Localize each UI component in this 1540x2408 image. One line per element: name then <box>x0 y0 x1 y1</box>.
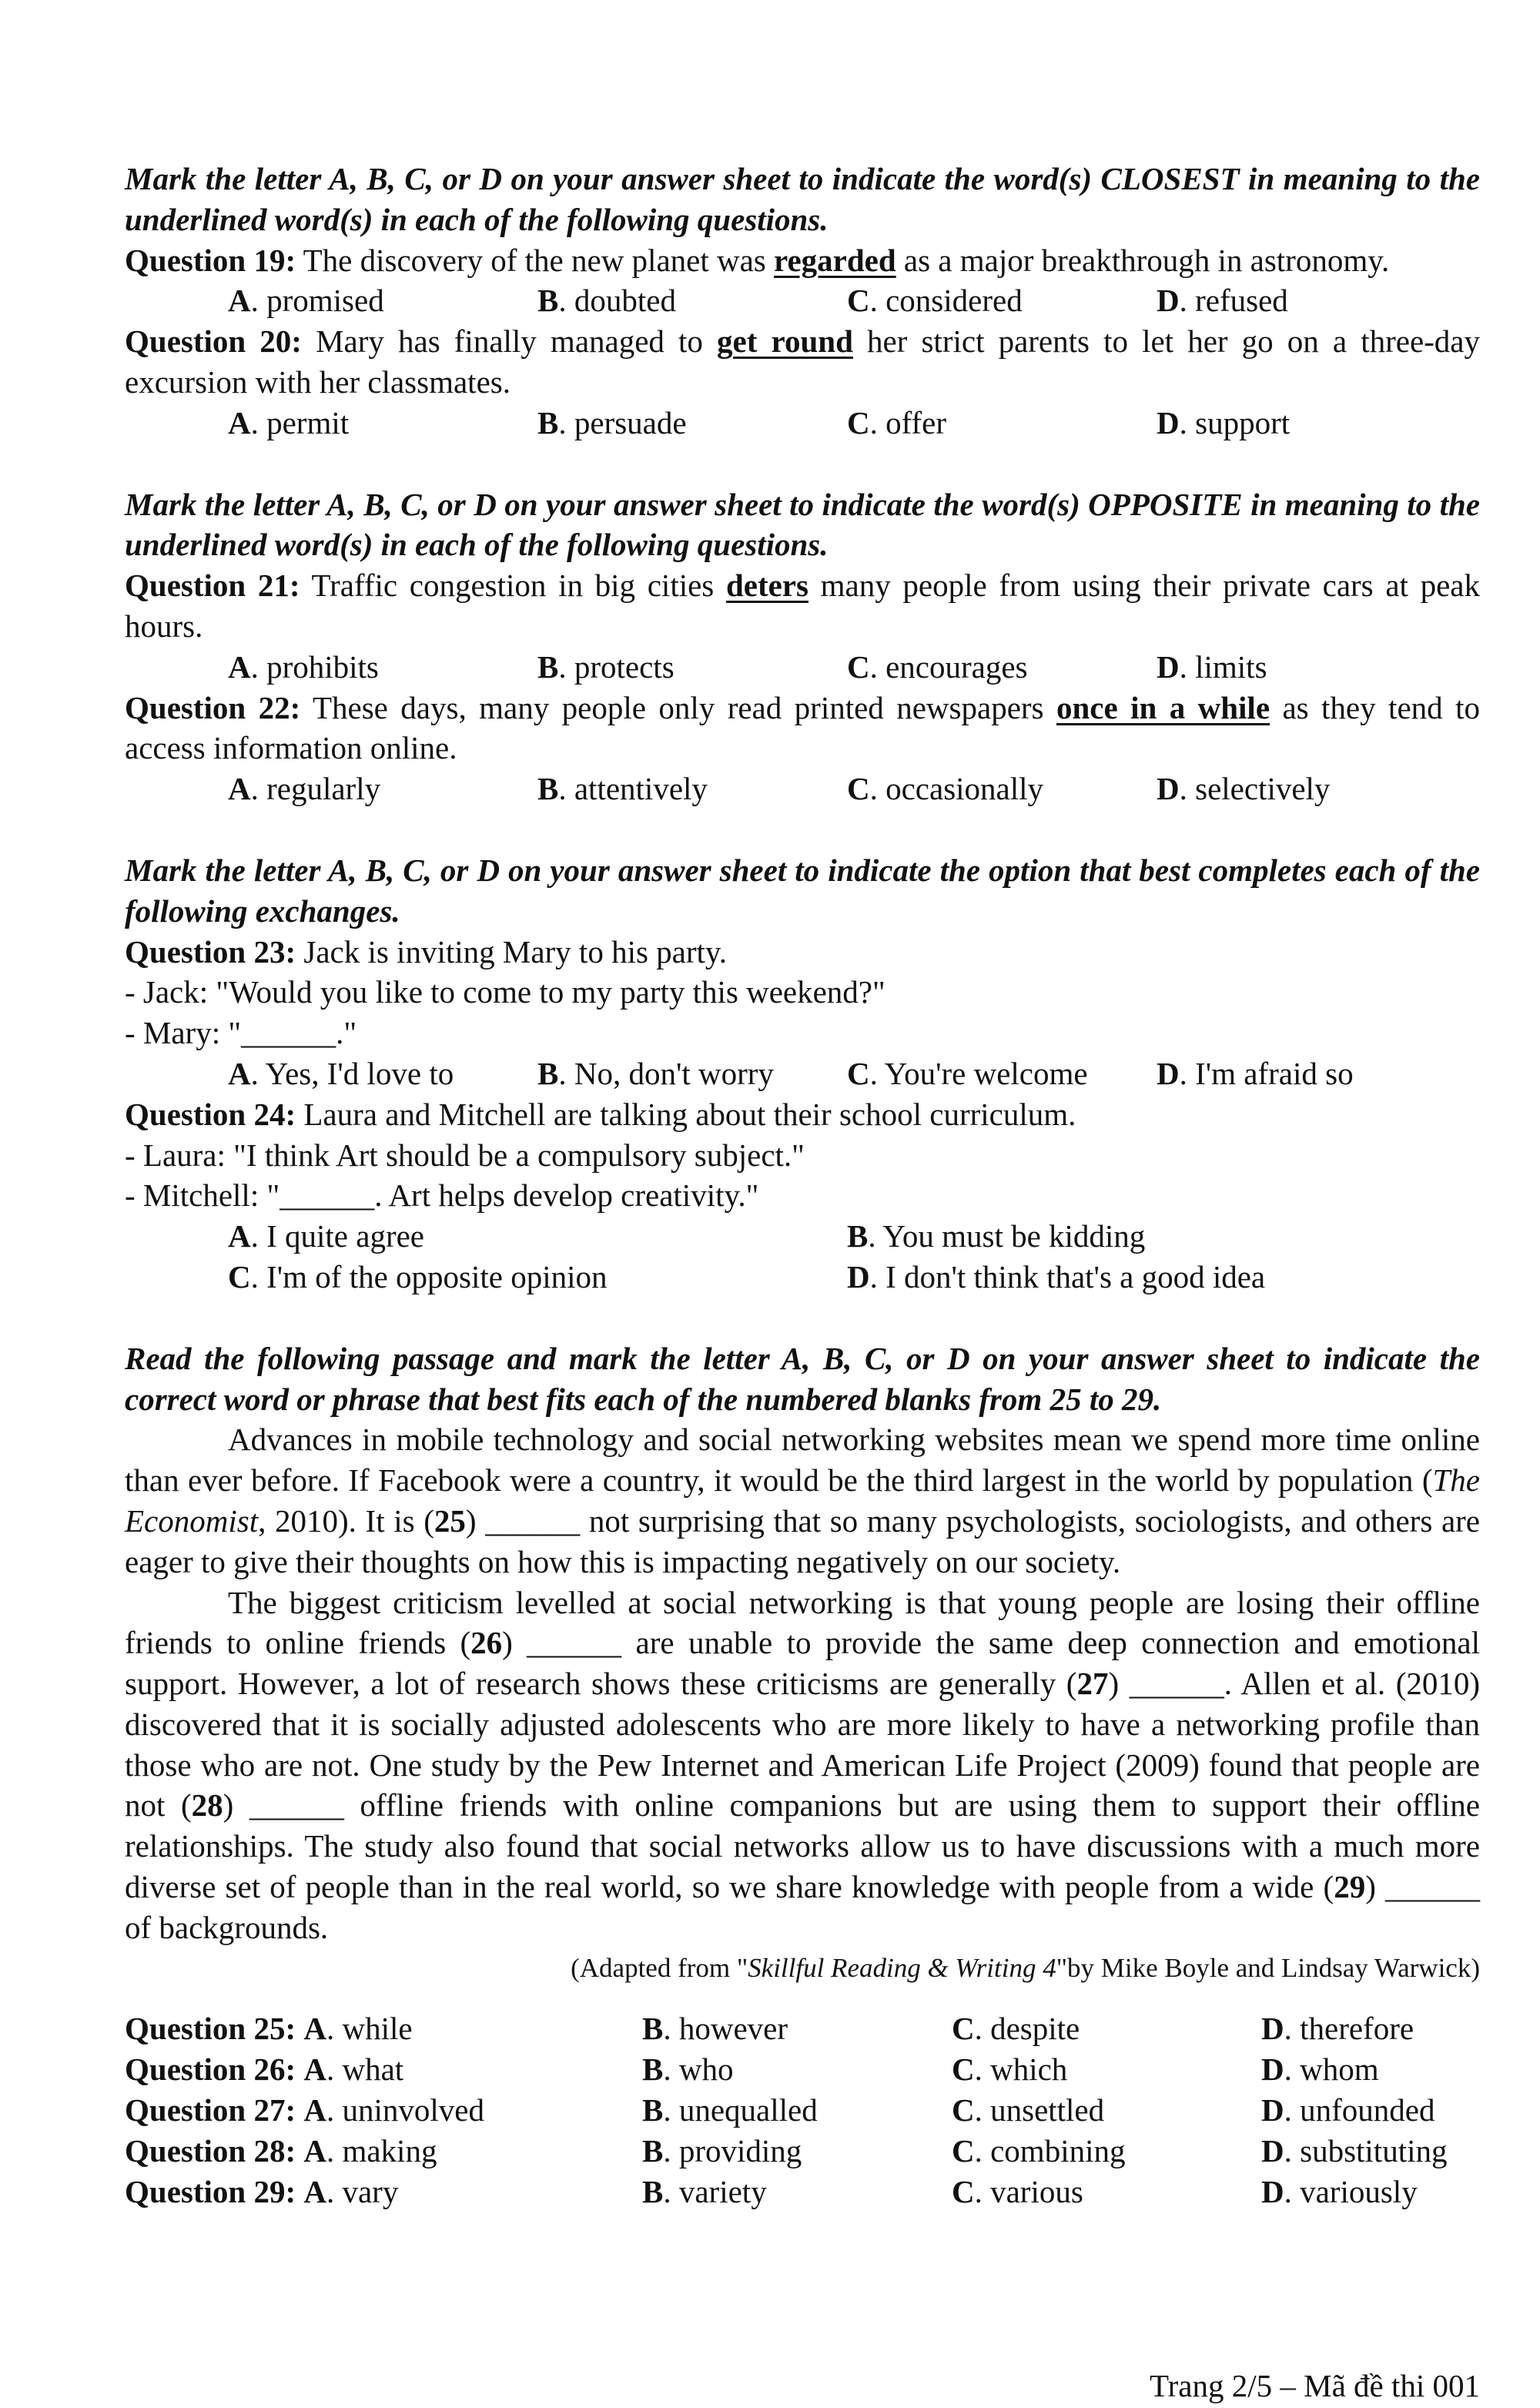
q19-options <box>125 280 1480 321</box>
q24-option-b[interactable]: B. You must be kidding <box>847 1218 1146 1254</box>
question-24 <box>125 1094 1480 1135</box>
q23-option-d[interactable]: D. I'm afraid so <box>1157 1055 1354 1091</box>
q26-option-d[interactable]: D. whom <box>1261 2051 1379 2088</box>
q19-option-c[interactable]: C. considered <box>847 283 1023 319</box>
q27-option-c[interactable]: C. unsettled <box>952 2092 1105 2128</box>
q25-option-c[interactable]: C. despite <box>952 2011 1080 2047</box>
q24-option-c[interactable]: C. I'm of the opposite opinion <box>228 1258 608 1294</box>
answer-row-28: Question 28: A. making B. providing C. combining D. substituting <box>125 2131 1480 2172</box>
q24-option-d[interactable]: D. I don't think that's a good idea <box>847 1258 1266 1294</box>
blank-26: 26 <box>470 1625 503 1661</box>
q23-option-c[interactable]: C. You're welcome <box>847 1055 1088 1091</box>
q22-option-b[interactable]: B. attentively <box>537 771 708 807</box>
q19-option-b[interactable]: B. doubted <box>537 283 676 319</box>
q25-option-b[interactable]: B. however <box>642 2011 788 2047</box>
q29-option-c[interactable]: C. various <box>952 2173 1083 2209</box>
q29-option-a[interactable]: A. vary <box>303 2173 399 2209</box>
blank-25: 25 <box>434 1502 466 1539</box>
q22-text-before: These days, many people only read printed newspapers <box>300 689 1056 725</box>
q27-option-a[interactable]: A. uninvolved <box>303 2092 484 2128</box>
q19-text-before: The discovery of the new planet was <box>296 242 774 278</box>
blank-28: 28 <box>191 1787 223 1824</box>
q22-options <box>125 769 1480 809</box>
section3-instruction: Mark the letter A, B, C, or D on your answer sheet to indicate the option that best completes each of the following exchanges. <box>125 852 1480 929</box>
q24-options-row2 <box>125 1257 1480 1298</box>
q29-option-b[interactable]: B. variety <box>642 2173 767 2209</box>
q21-option-c[interactable]: C. encourages <box>847 648 1028 685</box>
q21-option-d[interactable]: D. limits <box>1157 648 1267 685</box>
q21-option-a[interactable]: A. prohibits <box>228 648 379 685</box>
q24-text: Laura and Mitchell are talking about their school curriculum. <box>296 1096 1076 1132</box>
q21-text-before: Traffic congestion in big cities <box>300 568 726 604</box>
q27-option-d[interactable]: D. unfounded <box>1261 2092 1435 2128</box>
q20-text-after: her strict parents to let her go on a three-day excursion with her classmates. <box>125 323 1480 400</box>
q29-option-d[interactable]: D. variously <box>1261 2173 1418 2209</box>
q24-dialogue-line2: - Mitchell: "______. Art helps develop creativity." <box>125 1177 759 1214</box>
blank-29: 29 <box>1334 1869 1366 1905</box>
q25-option-d[interactable]: D. therefore <box>1261 2011 1414 2047</box>
q22-option-d[interactable]: D. selectively <box>1157 771 1331 807</box>
q21-option-b[interactable]: B. protects <box>537 648 675 685</box>
question-23 <box>125 932 1480 973</box>
q24-options-row1 <box>125 1216 1480 1257</box>
q23-option-b[interactable]: B. No, don't worry <box>537 1055 774 1091</box>
q20-option-c[interactable]: C. offer <box>847 404 947 440</box>
q22-text-after: as they tend to access information online. <box>125 689 1480 766</box>
q23-label: Question 23: <box>125 933 296 970</box>
q23-text: Jack is inviting Mary to his party. <box>296 933 727 970</box>
q28-option-c[interactable]: C. combining <box>952 2132 1126 2169</box>
q22-underlined: once in a while <box>1056 689 1270 725</box>
q23-dialogue-line2: - Mary: "______." <box>125 1015 357 1051</box>
q24-option-a[interactable]: A. I quite agree <box>228 1218 424 1254</box>
q24-label: Question 24: <box>125 1096 296 1132</box>
answer-row-26: Question 26: A. what B. who C. which D. whom <box>125 2049 1480 2090</box>
q20-option-b[interactable]: B. persuade <box>537 404 687 440</box>
q28-option-a[interactable]: A. making <box>303 2132 437 2169</box>
q28-option-b[interactable]: B. providing <box>642 2132 802 2169</box>
q22-option-a[interactable]: A. regularly <box>228 771 381 807</box>
q28-option-d[interactable]: D. substituting <box>1261 2132 1448 2169</box>
question-19 <box>125 240 1480 281</box>
q19-label: Question 19: <box>125 242 296 278</box>
q25-option-a[interactable]: A. while <box>303 2011 413 2047</box>
q24-dialogue-line1: - Laura: "I think Art should be a compulsory subject." <box>125 1137 805 1173</box>
q27-option-b[interactable]: B. unequalled <box>642 2092 818 2128</box>
q22-label: Question 22: <box>125 689 301 725</box>
answer-row-25: Question 25: A. while B. however C. despite D. therefore <box>125 2008 1480 2049</box>
question-22 <box>125 688 1480 769</box>
question-21 <box>125 565 1480 647</box>
q23-dialogue-line1: - Jack: "Would you like to come to my party this weekend?" <box>125 974 886 1010</box>
q21-underlined: deters <box>725 568 808 604</box>
answer-row-29: Question 29: A. vary B. variety C. various D. variously <box>125 2172 1480 2212</box>
q19-underlined: regarded <box>774 242 896 278</box>
q20-text-before: Mary has finally managed to <box>301 323 718 360</box>
q19-option-d[interactable]: D. refused <box>1157 283 1288 319</box>
q26-option-c[interactable]: C. which <box>952 2051 1068 2088</box>
q19-option-a[interactable]: A. promised <box>228 283 384 319</box>
exam-page <box>125 159 1480 2212</box>
q20-option-a[interactable]: A. permit <box>228 404 350 440</box>
page-footer: Trang 2/5 – Mã đề thi 001 <box>1150 2368 1480 2403</box>
q22-option-c[interactable]: C. occasionally <box>847 771 1044 807</box>
q20-option-d[interactable]: D. support <box>1157 404 1291 440</box>
answer-row-27: Question 27: A. uninvolved B. unequalled C. unsettled D. unfounded <box>125 2090 1480 2131</box>
passage-paragraph-2: The biggest criticism levelled at social networking is that young people are losing their offline friends to online friends (26) ______ are unable to provide the same deep connection and emotional support. However, a lot of research shows these criticisms are generally (27) ______. Allen et al. (2010) discovered that it is socially adjusted adolescents who are more likely to have a networking profile than those who are not. One study by the Pew Internet and American Life Project (2009) found that people are not (28) ______ offline friends with online companions but are using them to support their offline relationships. The study also found that social networks allow us to have discussions with a much more diverse set of people than in the real world, so we share knowledge with people from a wide (29) ______ of backgrounds. <box>125 1584 1480 1945</box>
q26-option-b[interactable]: B. who <box>642 2051 734 2088</box>
section4-instruction: Read the following passage and mark the letter A, B, C, or D on your answer sheet to indicate the correct word or phrase that best fits each of the numbered blanks from 25 to 29. <box>125 1340 1480 1417</box>
answer-options-table <box>125 2008 1480 2212</box>
question-20 <box>125 321 1480 403</box>
section1-instruction: Mark the letter A, B, C, or D on your answer sheet to indicate the word(s) CLOSEST in meaning to the underlined word(s) in each of the following questions. <box>125 161 1480 237</box>
passage-paragraph-1: Advances in mobile technology and social networking websites mean we spend more time online than ever before. If Facebook were a country, it would be the third largest in the world by population (The Economist, 2010). It is (25) ______ not surprising that so many psychologists, sociologists, and others are eager to give their thoughts on how this is impacting negatively on our society. <box>125 1422 1480 1579</box>
q19-text-after: as a major breakthrough in astronomy. <box>896 242 1390 278</box>
blank-27: 27 <box>1076 1666 1109 1702</box>
q21-options <box>125 647 1480 688</box>
q20-options <box>125 403 1480 444</box>
section2-instruction: Mark the letter A, B, C, or D on your answer sheet to indicate the word(s) OPPOSITE in meaning to the underlined word(s) in each of the following questions. <box>125 486 1480 563</box>
q21-label: Question 21: <box>125 568 300 604</box>
passage-source: (Adapted from "Skillful Reading & Writing 4"by Mike Boyle and Lindsay Warwick) <box>571 1952 1480 1983</box>
q23-options <box>125 1053 1480 1094</box>
q26-option-a[interactable]: A. what <box>303 2051 404 2088</box>
q20-label: Question 20: <box>125 323 302 360</box>
q21-text-after: many people from using their private cars at peak hours. <box>125 568 1480 644</box>
q20-underlined: get round <box>717 323 853 360</box>
q23-option-a[interactable]: A. Yes, I'd love to <box>228 1055 454 1091</box>
